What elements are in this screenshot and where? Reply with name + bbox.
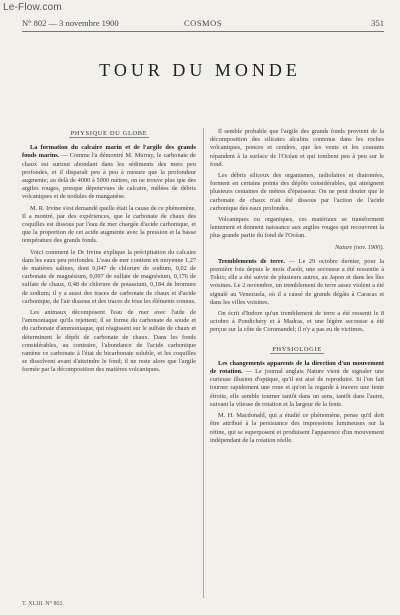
article-paragraph (210, 172, 384, 213)
article-lead: La formation du calcaire marin et de l'argile des grands fonds marins. (22, 144, 196, 160)
article-paragraph (22, 249, 196, 306)
journal-name: COSMOS (184, 18, 222, 28)
article-text: — Le journal anglais Nature vient de signaler une curieuse illusion d'optique, qu'il est aisé de reproduire. Si l'on fait tourner rapidement une roue et qu'on la regarde à travers une fente étroite, elle semble tourner tantôt dans un sens, tantôt dans l'autre, suivant la vitesse de rotation et la largeur de la fente. (210, 368, 384, 408)
section-heading (22, 130, 196, 138)
article-paragraph (210, 310, 384, 335)
article-paragraph (210, 128, 384, 169)
page-title: TOUR DU MONDE (99, 60, 301, 80)
article-paragraph (210, 258, 384, 307)
article-text: — Le 29 octobre dernier, pour la première fois depuis le mois d'août, une secousse a été ressentie à Tokio; elle a été suivie de plusieurs autres, au Japon et dans les îles voisines. Le 2 novembre, un tremblement de terre assez violent a été signalé au Venezuela, où il a causé de grands dégâts à Caracas et dans les villes voisines. (210, 257, 384, 306)
column-divider (203, 128, 204, 598)
article-text: Volcaniques ou organiques, ces matériaux se transforment lentement et donnent naissance aux argiles rouges qui recouvrent la plus grande partie du fond de l'Océan. (210, 216, 384, 240)
article-text: — Comme l'a démontré M. Murray, le carbonate de chaux est surtout abondant dans les sédiments des mers peu profondes, et il disparaît peu à peu à mesure que la profondeur augmente; au delà de 4000 à 5000 mètres, on ne trouve plus que des argiles rouges, presque dépourvues de calcaire, mêlées de débris volcaniques et de nodules de manganèse. (22, 152, 196, 201)
article-text: On écrit d'Indore qu'un tremblement de terre a été ressenti le 8 octobre à Pondichéry et à Madras, et une légère secousse a été perçue sur la côte de Coromandel; il n'y a pas eu de victimes. (210, 310, 384, 334)
article-text: M. R. Irvine s'est demandé quelle était la cause de ce phénomène. Il a montré, par des expériences, que le carbonate de chaux des coquilles est dissous par l'eau de mer chargée d'acide carbonique, et que la proportion de cet acide augmente avec la pression et la basse température des grands fonds. (22, 204, 196, 245)
article-paragraph (22, 309, 196, 375)
issue-number: N° 802 — 3 novembre 1900 (22, 18, 119, 28)
article-paragraph (22, 144, 196, 201)
article-source: Nature (nov. 1900). (335, 243, 384, 251)
article-lead: Tremblements de terre. (218, 257, 285, 265)
section-heading-text: PHYSIOLOGIE (272, 345, 322, 353)
page-number: 351 (371, 18, 384, 28)
article-lead: Les changements apparents de la direction d'un mouvement de rotation. (210, 359, 384, 376)
article-paragraph (210, 360, 384, 409)
article-text: Il semble probable que l'argile des grands fonds provient de la décomposition des silicates alcalins contenus dans les roches volcaniques, ponces et cendres, que les vents et les courants répandent à la surface de l'Océan et qui tombent peu à peu sur le fond. (210, 128, 384, 168)
watermark: Le-Flow.com (3, 2, 62, 13)
article-paragraph (210, 412, 384, 445)
running-head (22, 18, 384, 30)
section-heading (210, 346, 384, 354)
article-paragraph (210, 216, 384, 241)
header-rule (22, 31, 384, 32)
article-text: Voici comment le Dr Irvine explique la précipitation du calcaire dans les eaux peu profondes. L'eau de mer contient en moyenne 1,27 de matières salines, dont 0,047 de chlorure de sodium, 0,02 de carbonate de magnésium, 0,097 de sulfate de magnésium, 0,176 de sulfate de chaux, 0,48 de chlorure de potassium, 0,184 de bromure de sodium; il y a aussi des traces de carbonate de chaux et d'acide carbonique, de l'air dissous et des traces de tous les éléments connus. (22, 248, 196, 305)
left-column (22, 128, 196, 378)
right-column (210, 128, 384, 448)
article-text: Les animaux décomposent l'eau de mer avec l'aide de l'ammoniaque qu'ils rejettent; il se forme du carbonate de soude et du carbonate d'ammoniaque, qui réagissent sur le sulfate de chaux et déterminent le dépôt de carbonate de chaux. Dans les fonds considérables, au contraire, l'abondance de l'acide carbonique ramène ce carbonate à l'état de bicarbonate soluble, et les coquilles se dissolvent avant d'atteindre le fond; il ne reste alors que l'argile formée par la décomposition des matières volcaniques. (22, 309, 196, 374)
article-text: Les débris siliceux des organismes, radiolaires et diatomées, forment en certains points des dépôts considérables, qui atteignent plusieurs centaines de mètres d'épaisseur. On ne peut douter que le carbonate de chaux n'ait été dissous par l'action de l'acide carbonique des eaux profondes. (210, 172, 384, 212)
section-heading-text: PHYSIQUE DU GLOBE (70, 130, 148, 137)
article-paragraph (22, 205, 196, 246)
article-text: M. H. Macdonald, qui a étudié ce phénomène, pense qu'il doit être attribué à la persistance des impressions lumineuses sur la rétine, qui se superposent et produisent l'apparence d'un mouvement indépendant de la rotation réelle. (210, 412, 384, 444)
volume-footer: T. XLIII. N° 802. (22, 601, 64, 607)
